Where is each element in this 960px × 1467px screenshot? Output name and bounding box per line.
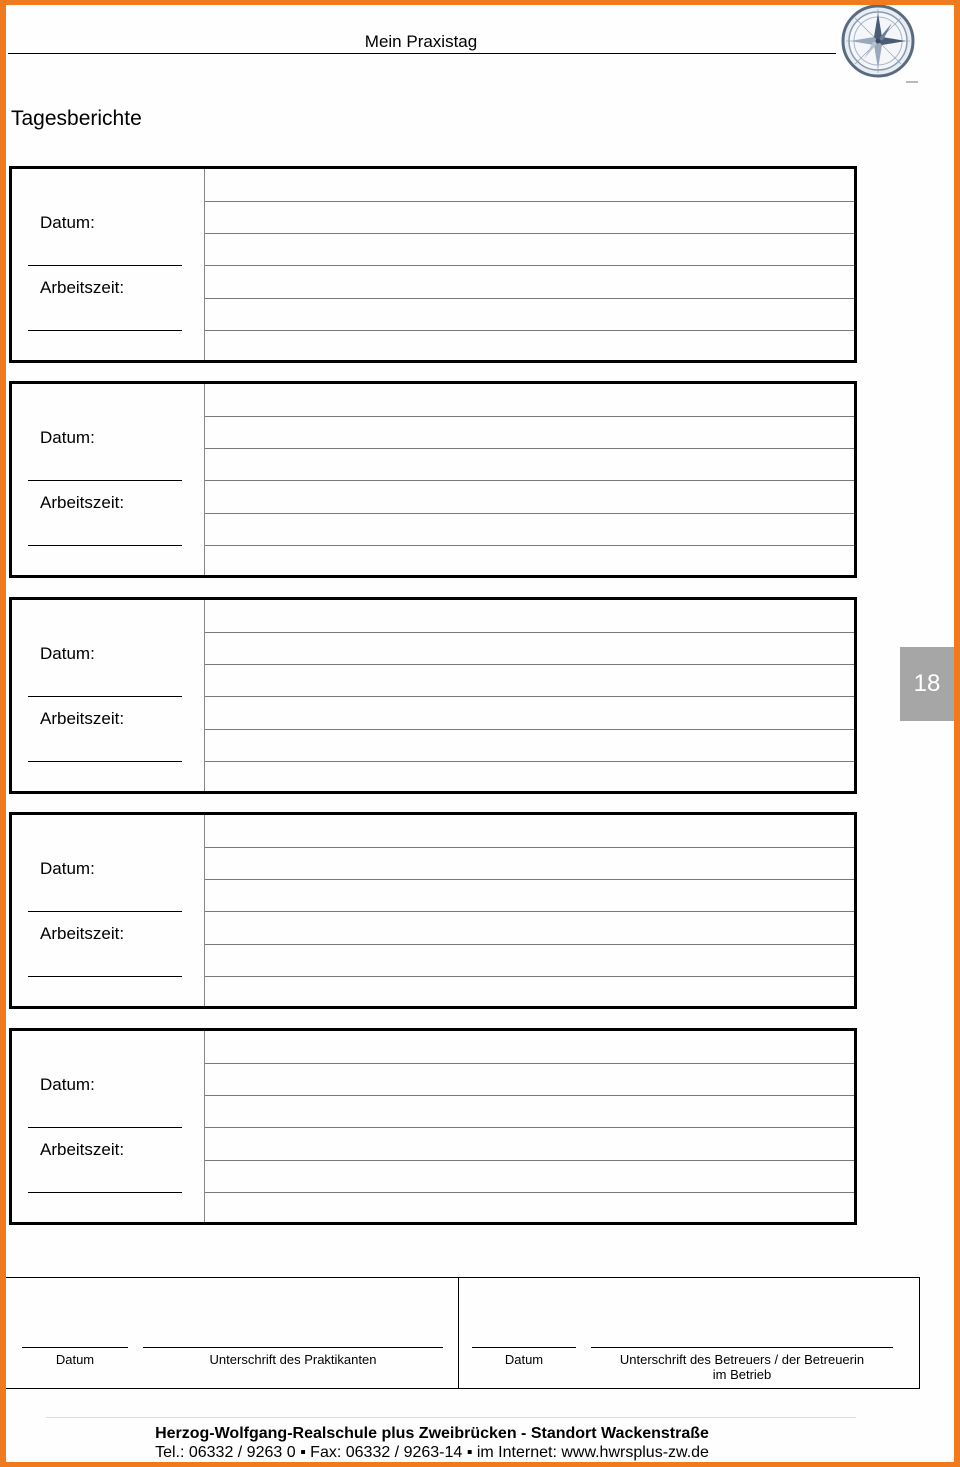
worktime-field[interactable] <box>28 330 182 331</box>
report-meta-column <box>12 1031 205 1222</box>
section-title: Tagesberichte <box>11 107 142 130</box>
date-label: Datum: <box>40 1075 95 1094</box>
report-writing-line[interactable] <box>205 233 854 234</box>
date-field[interactable] <box>28 911 182 912</box>
footer-rule <box>46 1417 856 1418</box>
report-meta-column <box>12 169 205 360</box>
header-rule <box>8 53 836 54</box>
report-writing-line[interactable] <box>205 847 854 848</box>
report-writing-line[interactable] <box>205 911 854 912</box>
report-writing-line[interactable] <box>205 480 854 481</box>
supervisor-signature-caption: Unterschrift des Betreuers / der Betreuerin <box>619 1352 865 1367</box>
report-meta-column <box>12 815 205 1006</box>
supervisor-date-field[interactable] <box>472 1347 576 1348</box>
report-writing-line[interactable] <box>205 632 854 633</box>
report-writing-line[interactable] <box>205 1127 854 1128</box>
date-field[interactable] <box>28 1127 182 1128</box>
daily-report-box <box>9 381 857 578</box>
report-writing-line[interactable] <box>205 944 854 945</box>
report-writing-line[interactable] <box>205 330 854 331</box>
worktime-label: Arbeitszeit: <box>40 709 125 728</box>
date-field[interactable] <box>28 696 182 697</box>
page-header-title: Mein Praxistag <box>364 32 478 51</box>
report-writing-line[interactable] <box>205 976 854 977</box>
worktime-label: Arbeitszeit: <box>40 493 125 512</box>
worktime-field[interactable] <box>28 1192 182 1193</box>
worktime-label: Arbeitszeit: <box>40 1140 125 1159</box>
report-writing-line[interactable] <box>205 416 854 417</box>
worktime-field[interactable] <box>28 761 182 762</box>
student-date-caption: Datum <box>55 1352 95 1367</box>
worktime-field[interactable] <box>28 545 182 546</box>
report-writing-line[interactable] <box>205 1063 854 1064</box>
page-number-tab: 18 <box>900 647 954 721</box>
daily-report-box <box>9 812 857 1009</box>
worktime-field[interactable] <box>28 976 182 977</box>
report-meta-column <box>12 600 205 791</box>
report-writing-line[interactable] <box>205 664 854 665</box>
report-writing-line[interactable] <box>205 265 854 266</box>
report-writing-line[interactable] <box>205 761 854 762</box>
supervisor-signature-field[interactable] <box>591 1347 893 1348</box>
report-writing-line[interactable] <box>205 513 854 514</box>
worktime-label: Arbeitszeit: <box>40 924 125 943</box>
date-field[interactable] <box>28 480 182 481</box>
signature-divider <box>458 1277 459 1388</box>
daily-report-box <box>9 166 857 363</box>
student-signature-caption: Unterschrift des Praktikanten <box>209 1352 377 1367</box>
date-label: Datum: <box>40 859 95 878</box>
footer-school-name: Herzog-Wolfgang-Realschule plus Zweibrücken - Standort Wackenstraße <box>155 1425 709 1442</box>
supervisor-date-caption: Datum <box>504 1352 544 1367</box>
date-field[interactable] <box>28 265 182 266</box>
date-label: Datum: <box>40 428 95 447</box>
report-writing-line[interactable] <box>205 448 854 449</box>
report-writing-line[interactable] <box>205 729 854 730</box>
report-writing-line[interactable] <box>205 1160 854 1161</box>
student-date-field[interactable] <box>22 1347 128 1348</box>
document-page <box>6 5 954 1462</box>
daily-report-box <box>9 597 857 794</box>
report-writing-line[interactable] <box>205 201 854 202</box>
report-writing-line[interactable] <box>205 1095 854 1096</box>
daily-report-box <box>9 1028 857 1225</box>
worktime-label: Arbeitszeit: <box>40 278 125 297</box>
student-signature-field[interactable] <box>143 1347 443 1348</box>
report-writing-line[interactable] <box>205 879 854 880</box>
report-writing-line[interactable] <box>205 298 854 299</box>
report-meta-column <box>12 384 205 575</box>
footer-contact: Tel.: 06332 / 9263 0 ▪ Fax: 06332 / 9263-14 ▪ im Internet: www.hwrsplus-zw.de <box>155 1444 709 1461</box>
report-writing-line[interactable] <box>205 696 854 697</box>
report-writing-line[interactable] <box>205 1192 854 1193</box>
date-label: Datum: <box>40 644 95 663</box>
supervisor-signature-caption-line2: im Betrieb <box>712 1367 772 1382</box>
compass-logo-icon <box>840 5 920 85</box>
date-label: Datum: <box>40 213 95 232</box>
report-writing-line[interactable] <box>205 545 854 546</box>
